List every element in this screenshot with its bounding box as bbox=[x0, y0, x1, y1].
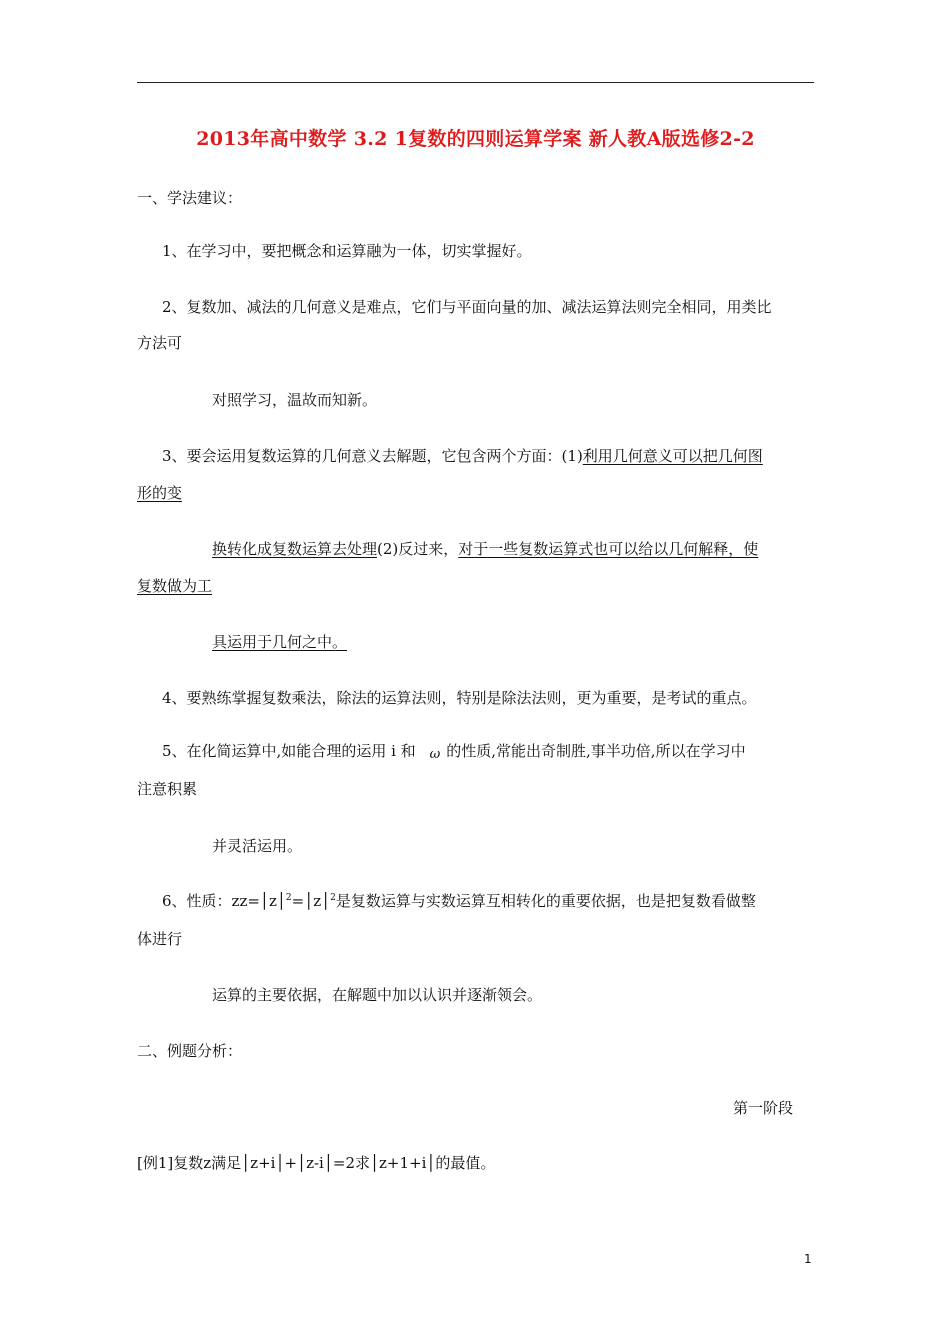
item-2-line-2: 方法可 bbox=[137, 334, 183, 352]
omega-symbol: ω bbox=[429, 747, 441, 762]
document-title: 2013年高中数学 3.2 1复数的四则运算学案 新人教A版选修2-2 bbox=[196, 128, 755, 150]
superscript-2: 2 bbox=[285, 893, 292, 903]
item-3-line-5: 具运用于几何之中。 bbox=[212, 633, 348, 651]
item-3-underlined-a: 换转化成复数运算去处理 bbox=[212, 540, 378, 558]
item-2-line-3: 对照学习，温故而知新。 bbox=[212, 391, 378, 409]
item-6-part-2: =│z│ bbox=[291, 892, 331, 910]
section1-heading: 一、学法建议： bbox=[137, 189, 243, 207]
item-1: 1、在学习中，要把概念和运算融为一体，切实掌握好。 bbox=[162, 242, 532, 260]
item-6-part-1: 6、性质：zz=│z│ bbox=[162, 892, 286, 910]
item-3-line-1 bbox=[162, 446, 763, 466]
example-1: [例1]复数z满足│z+i│+│z-i│=2求│z+1+i│的最值。 bbox=[137, 1154, 496, 1172]
item-3-underlined: 利用几何意义可以把几何图 bbox=[582, 447, 763, 465]
stage-label: 第一阶段 bbox=[733, 1099, 794, 1117]
section2-heading: 二、例题分析： bbox=[137, 1042, 243, 1060]
item-3-line-3 bbox=[212, 539, 758, 559]
item-6-line-3: 运算的主要依据，在解题中加以认识并逐渐领会。 bbox=[212, 986, 543, 1004]
item-5-pre: 5、在化简运算中,如能合理的运用 i 和 bbox=[162, 742, 416, 760]
item-5-line-2: 注意积累 bbox=[137, 780, 198, 798]
header-rule bbox=[137, 82, 814, 83]
page-number: 1 bbox=[804, 1252, 812, 1266]
item-4: 4、要熟练掌握复数乘法，除法的运算法则，特别是除法法则，更为重要，是考试的重点。 bbox=[162, 689, 757, 707]
item-3-plain: 3、要会运用复数运算的几何意义去解题，它包含两个方面：(1) bbox=[162, 447, 583, 465]
item-6-part-3: 是复数运算与实数运算互相转化的重要依据，也是把复数看做整 bbox=[335, 892, 756, 910]
item-5-line-3: 并灵活运用。 bbox=[212, 837, 303, 855]
item-6-line-2: 体进行 bbox=[137, 930, 183, 948]
superscript-2: 2 bbox=[330, 893, 336, 903]
item-3-plain-b: (2)反过来， bbox=[377, 540, 459, 558]
item-3-underlined-b: 对于一些复数运算式也可以给以几何解释，使 bbox=[458, 540, 759, 558]
item-3-line-2: 形的变 bbox=[137, 484, 183, 502]
item-3-line-4: 复数做为工 bbox=[137, 577, 213, 595]
item-6-line-1 bbox=[162, 891, 756, 911]
item-5-line-1 bbox=[162, 741, 746, 765]
item-5-post: 的性质,常能出奇制胜,事半功倍,所以在学习中 bbox=[446, 742, 746, 760]
item-2-line-1: 2、复数加、减法的几何意义是难点，它们与平面向量的加、减法运算法则完全相同，用类比 bbox=[162, 298, 772, 316]
